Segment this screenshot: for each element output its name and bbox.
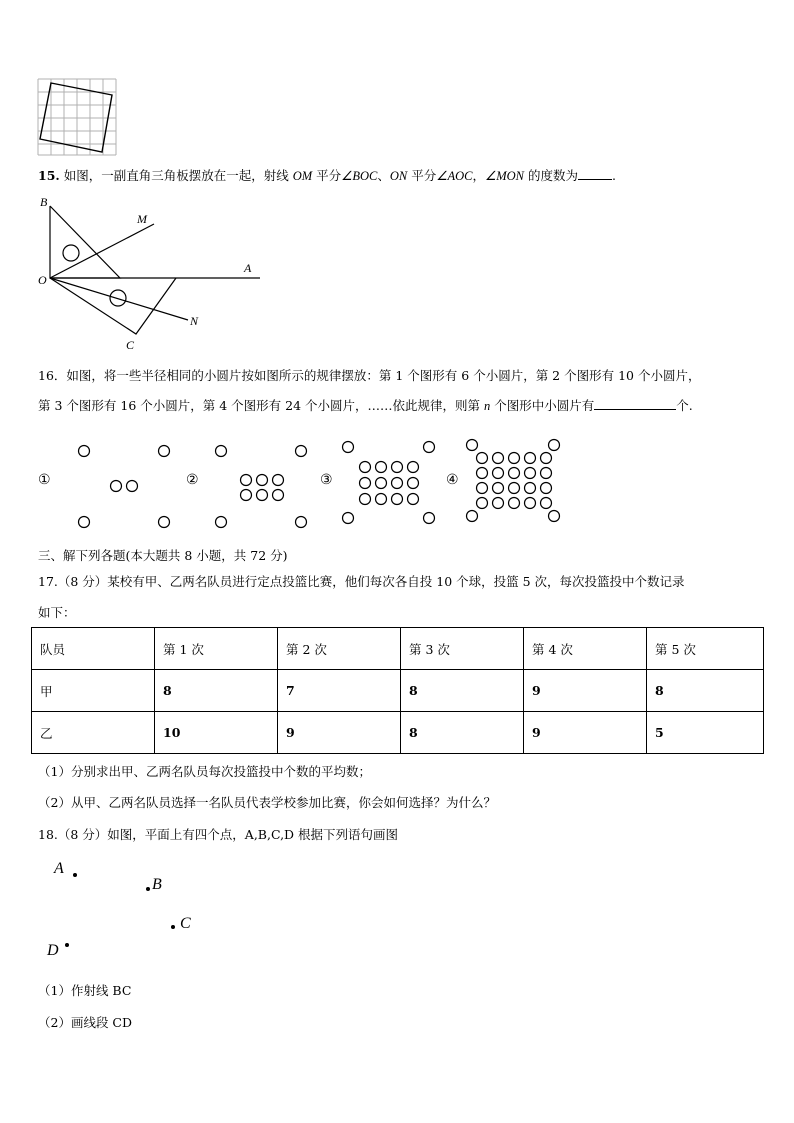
table-header-cell: 第 2 次 (278, 628, 401, 670)
q16-answer-blank (594, 409, 676, 410)
q18-sub2: （2）画线段 CD (38, 1015, 133, 1030)
q15-answer-blank (578, 179, 612, 180)
table-cell: 8 (647, 670, 764, 712)
q16-line2-end: 个. (676, 398, 693, 413)
q15-label-n: N (190, 314, 199, 328)
q16-figure-label-4: ④ (446, 472, 459, 488)
table-header-cell: 第 5 次 (647, 628, 764, 670)
q15-angle-aoc: ∠AOC (436, 169, 473, 183)
q18-point-d-label: D (47, 942, 59, 959)
q18-point-b-label: B (152, 876, 162, 893)
q15-label-m: M (137, 212, 147, 226)
q15-number: 15. (38, 168, 60, 183)
table-cell: 9 (524, 670, 647, 712)
q16-figure-label-2: ② (186, 472, 199, 488)
table-cell: 9 (278, 712, 401, 754)
q18-point-c-dot (171, 925, 175, 929)
table-cell: 甲 (32, 670, 155, 712)
q17-line1: 17.（8 分）某校有甲、乙两名队员进行定点投篮比赛，他们每次各自投 10 个球，投篮 5 次，每次投篮投中个数记录 (38, 574, 685, 589)
table-header-cell: 队员 (32, 628, 155, 670)
q15-text (38, 166, 616, 184)
q16-line2-b: 个图形中小圆片有 (490, 398, 595, 413)
table-header-cell: 第 1 次 (155, 628, 278, 670)
q16-line2 (38, 396, 693, 414)
q15-label-c: C (126, 338, 135, 352)
table-cell: 5 (647, 712, 764, 754)
q15-label-o: O (38, 273, 47, 287)
q17-sub1: （1）分别求出甲、乙两名队员每次投篮投中个数的平均数； (38, 764, 371, 779)
q18-point-b-dot (146, 887, 150, 891)
q15-var-om: OM (292, 169, 313, 183)
q15-label-a: A (244, 261, 252, 275)
q16-figure-label-3: ③ (320, 472, 333, 488)
q15-text-c: 、 (377, 168, 390, 183)
table-cell: 8 (401, 670, 524, 712)
q17-line2: 如下： (38, 605, 76, 620)
q18-point-a-label: A (54, 860, 64, 877)
section3-title: 三、解下列各题(本大题共 8 小题，共 72 分) (38, 548, 288, 563)
q16-circle-patterns (70, 436, 570, 532)
table-cell: 7 (278, 670, 401, 712)
q15-var-on: ON (389, 169, 408, 183)
q15-text-end: . (611, 168, 616, 183)
q18-line1: 18.（8 分）如图，平面上有四个点，A,B,C,D 根据下列语句画图 (38, 827, 399, 842)
q18-point-a-dot (73, 873, 77, 877)
q15-text-d: 平分 (407, 168, 437, 183)
q18-sub1: （1）作射线 BC (38, 983, 132, 998)
table-header-cell: 第 3 次 (401, 628, 524, 670)
q15-text-f: 的度数为 (523, 168, 578, 183)
table-cell: 乙 (32, 712, 155, 754)
table-cell: 10 (155, 712, 278, 754)
q17-sub2: （2）从甲、乙两名队员选择一名队员代表学校参加比赛，你会如何选择？为什么？ (38, 795, 496, 810)
grid-square-figure (37, 78, 117, 156)
q15-angle-mon: ∠MON (485, 169, 524, 183)
table-row (32, 712, 764, 754)
q16-figure-label-1: ① (38, 472, 51, 488)
q15-text-b: 平分 (312, 168, 342, 183)
q16-line1: 16．如图，将一些半径相同的小圆片按如图所示的规律摆放：第 1 个图形有 6 个小圆片，第 2 个图形有 10 个小圆片， (38, 368, 701, 383)
q15-text-a: 如图，一副直角三角板摆放在一起，射线 (63, 168, 289, 183)
q18-point-c-label: C (180, 915, 191, 932)
q15-angle-boc: ∠BOC (341, 169, 378, 183)
q15-label-b: B (40, 195, 48, 209)
q16-var-n: n (484, 399, 491, 413)
table-cell: 9 (524, 712, 647, 754)
table-row (32, 670, 764, 712)
q15-text-e: ， (472, 168, 485, 183)
table-cell: 8 (155, 670, 278, 712)
q17-score-table (31, 627, 764, 754)
table-header-row (32, 628, 764, 670)
q15-triangle-figure (30, 192, 270, 354)
table-cell: 8 (401, 712, 524, 754)
q16-line2-a: 第 3 个图形有 16 个小圆片，第 4 个图形有 24 个小圆片，……依此规律，则第 (38, 398, 481, 413)
table-header-cell: 第 4 次 (524, 628, 647, 670)
q18-point-d-dot (65, 943, 69, 947)
